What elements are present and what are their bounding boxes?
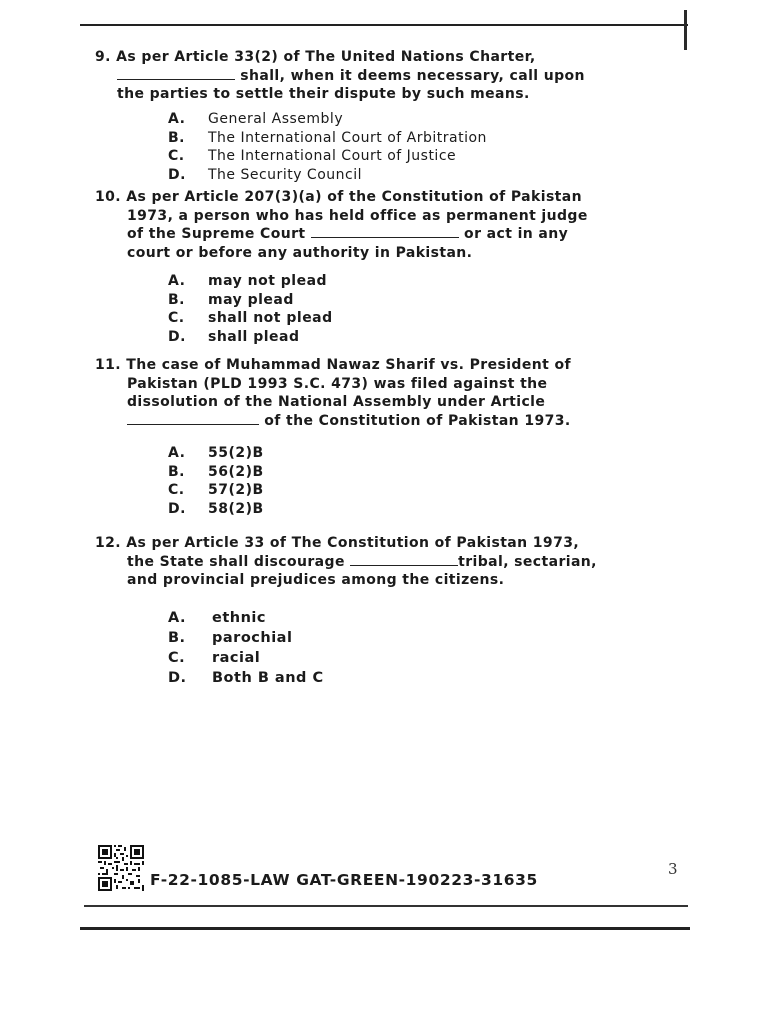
option-letter: C. <box>168 650 186 666</box>
qr-code-icon <box>98 845 144 891</box>
option-text: racial <box>212 650 261 666</box>
option-c <box>168 481 648 500</box>
bottom-border-line <box>80 927 690 930</box>
question-10-options <box>168 272 648 346</box>
option-text: ethnic <box>212 610 266 626</box>
question-stem-line: As per Article 33(2) of The United Nations Charter, <box>116 49 536 65</box>
option-c <box>168 147 648 166</box>
question-stem-line: As per Article 207(3)(a) of the Constitution of Pakistan <box>126 189 582 205</box>
option-d <box>168 328 648 347</box>
answer-blank <box>311 225 459 238</box>
question-number: 11. <box>95 357 122 373</box>
question-stem-line: of the Supreme Court <box>127 226 311 242</box>
question-9-options <box>168 110 648 184</box>
option-d <box>168 166 648 185</box>
option-letter: D. <box>168 500 186 517</box>
option-text: 57(2)B <box>208 482 264 498</box>
question-stem-line: and provincial prejudices among the citizens. <box>127 572 505 588</box>
option-text: may not plead <box>208 273 328 289</box>
question-stem-line: dissolution of the National Assembly under Article <box>127 394 546 410</box>
question-9 <box>95 48 655 104</box>
option-text: may plead <box>208 291 294 308</box>
option-text: The Security Council <box>208 166 362 183</box>
question-11-options <box>168 444 648 518</box>
option-letter: B. <box>168 630 186 646</box>
question-stem-line: The case of Muhammad Nawaz Sharif vs. President of <box>126 357 571 373</box>
question-number: 10. <box>95 189 122 205</box>
option-letter: A. <box>168 445 186 461</box>
option-a <box>168 608 648 628</box>
option-letter: B. <box>168 291 185 308</box>
option-letter: D. <box>168 670 187 686</box>
question-number: 9. <box>95 49 111 65</box>
option-text: parochial <box>212 630 293 646</box>
option-d <box>168 668 648 688</box>
option-text: shall not plead <box>208 310 333 326</box>
question-stem-line: of the Constitution of Pakistan 1973. <box>259 412 571 429</box>
document-code: F-22-1085-LAW GAT-GREEN-190223-31635 <box>150 871 538 889</box>
option-letter: D. <box>168 166 186 183</box>
option-text: shall plead <box>208 328 300 345</box>
option-letter: A. <box>168 111 186 127</box>
question-stem-line: shall, when it deems necessary, call upon <box>235 67 585 84</box>
option-a <box>168 272 648 291</box>
answer-blank <box>127 412 259 425</box>
option-text: 56(2)B <box>208 463 264 480</box>
option-text: Both B and C <box>212 670 324 686</box>
answer-blank <box>350 553 458 566</box>
question-stem-line: tribal, sectarian, <box>458 553 597 570</box>
option-b <box>168 129 648 148</box>
question-stem-line: 1973, a person who has held office as permanent judge <box>127 207 588 224</box>
option-b <box>168 291 648 310</box>
option-b <box>168 463 648 482</box>
question-11 <box>95 356 655 430</box>
option-letter: B. <box>168 463 185 480</box>
option-text: General Assembly <box>208 111 344 127</box>
right-edge-mark <box>684 10 687 50</box>
question-12-options <box>168 608 648 688</box>
option-letter: A. <box>168 273 186 289</box>
question-12 <box>95 534 655 590</box>
option-letter: A. <box>168 610 186 626</box>
question-stem-line: or act in any <box>458 226 569 242</box>
footer-rule <box>84 905 688 907</box>
option-text: The International Court of Arbitration <box>208 129 487 146</box>
option-letter: C. <box>168 148 185 164</box>
question-stem-line: As per Article 33 of The Constitution of Pakistan 1973, <box>126 535 580 551</box>
question-10 <box>95 188 655 262</box>
option-a <box>168 444 648 463</box>
question-stem-line: court or before any authority in Pakistan. <box>127 244 473 261</box>
option-a <box>168 110 648 129</box>
footer <box>98 845 538 891</box>
question-stem-line: the parties to settle their dispute by such means. <box>117 86 530 102</box>
option-text: The International Court of Justice <box>208 148 457 164</box>
question-stem-line: Pakistan (PLD 1993 S.C. 473) was filed against the <box>127 375 548 392</box>
option-c <box>168 648 648 668</box>
answer-blank <box>117 67 235 80</box>
option-text: 55(2)B <box>208 445 264 461</box>
option-d <box>168 500 648 519</box>
option-c <box>168 309 648 328</box>
option-b <box>168 628 648 648</box>
question-number: 12. <box>95 535 122 551</box>
question-stem-line: the State shall discourage <box>127 553 351 570</box>
page-number: 3 <box>668 860 678 878</box>
option-letter: B. <box>168 129 185 146</box>
option-letter: D. <box>168 328 186 345</box>
top-border-line <box>80 24 688 26</box>
option-text: 58(2)B <box>208 500 264 517</box>
option-letter: C. <box>168 310 185 326</box>
option-letter: C. <box>168 482 185 498</box>
